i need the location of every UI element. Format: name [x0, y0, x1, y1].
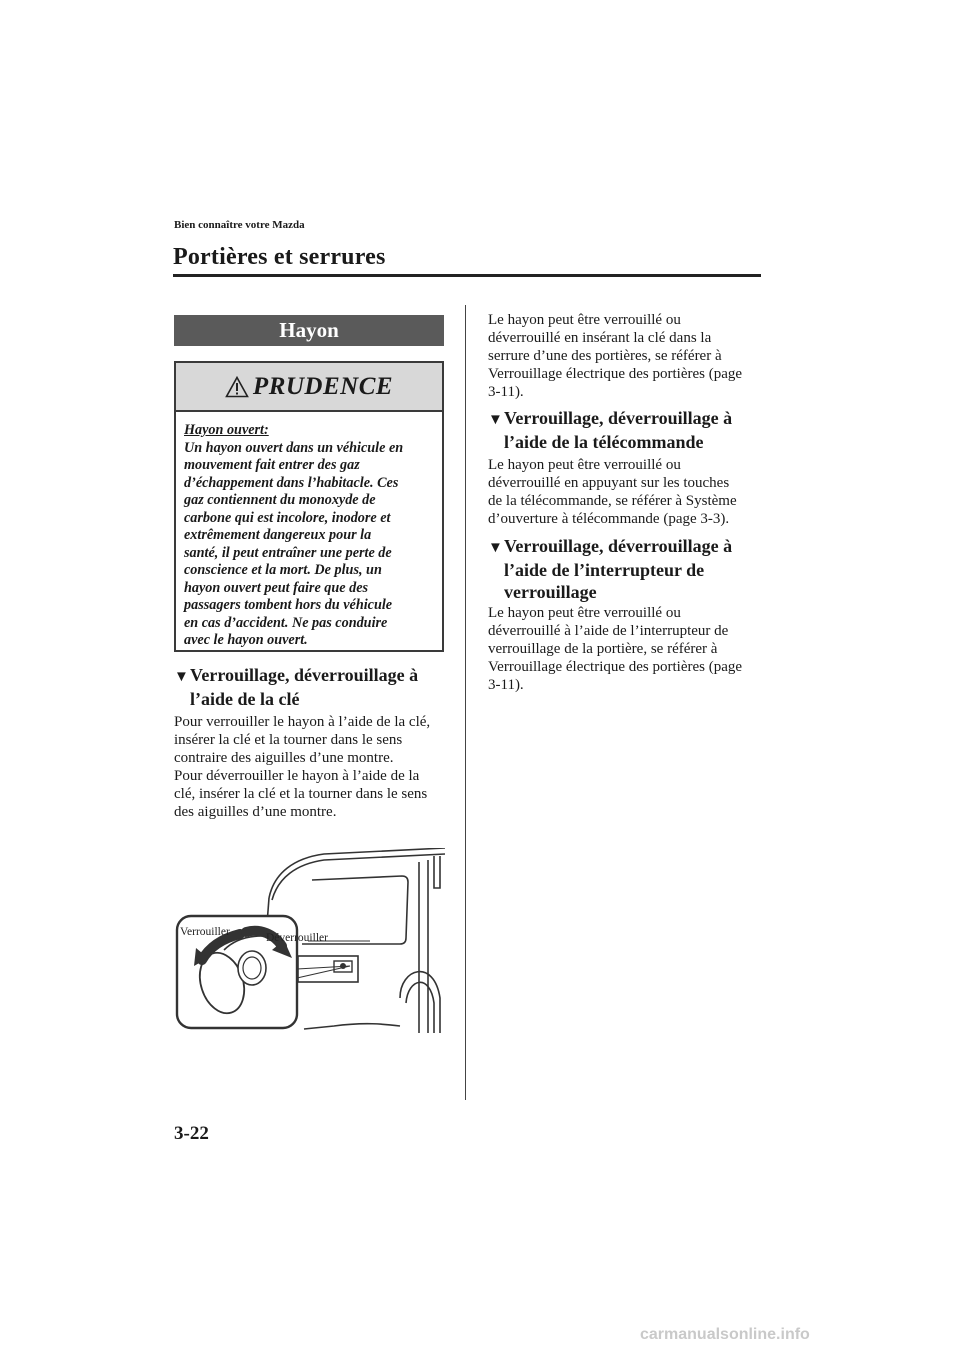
caution-line: passagers tombent hors du véhicule: [184, 597, 393, 613]
text-line: de la télécommande, se référer à Système: [488, 493, 737, 509]
text-line: Pour déverrouiller le hayon à l’aide de la: [174, 768, 420, 784]
text-line: insérer la clé et la tourner dans le sens: [174, 732, 403, 748]
remote-section-heading: [488, 407, 732, 453]
remote-section-text: [488, 456, 737, 528]
caution-line: gaz contiennent du monoxyde de: [184, 492, 376, 508]
hayon-title-bar: Hayon: [174, 315, 444, 346]
tailgate-key-illustration: [174, 848, 445, 1033]
unlock-label: Déverrouiller: [266, 932, 328, 944]
warning-icon: [225, 376, 249, 398]
lock-label: Verrouiller: [180, 926, 230, 938]
key-section-heading: [174, 664, 418, 710]
text-line: verrouillage de la portière, se référer à: [488, 641, 718, 657]
column-separator: [465, 305, 466, 1100]
caution-line: avec le hayon ouvert.: [184, 632, 308, 648]
heading-line: l’aide de la clé: [190, 689, 300, 709]
caution-body: [176, 412, 442, 650]
text-line: serrure d’une des portières, se référer à: [488, 348, 722, 364]
caution-box: [174, 361, 444, 652]
triangle-icon: ▼: [174, 669, 189, 685]
page-number: 3-22: [174, 1123, 209, 1144]
text-line: contraire des aiguilles d’une montre.: [174, 750, 394, 766]
heading-line: Verrouillage, déverrouillage à: [190, 665, 419, 685]
caution-line: Un hayon ouvert dans un véhicule en: [184, 439, 404, 456]
triangle-icon: ▼: [488, 412, 503, 428]
key-section-text: [174, 713, 430, 821]
heading-line: verrouillage: [504, 582, 597, 602]
heading-line: l’aide de la télécommande: [504, 432, 704, 452]
switch-section-heading: [488, 535, 732, 603]
text-line: d’ouverture à télécommande (page 3-3).: [488, 511, 730, 527]
caution-line: carbone qui est incolore, inodore et: [184, 509, 391, 526]
caution-line: santé, il peut entraîner une perte de: [184, 544, 392, 561]
watermark: carmanualsonline.info: [640, 1326, 810, 1343]
caution-line: conscience et la mort. De plus, un: [184, 562, 382, 578]
text-line: Le hayon peut être verrouillé ou: [488, 605, 681, 621]
caution-line: d’échappement dans l’habitacle. Ces: [184, 474, 399, 491]
text-line: 3-11).: [488, 677, 524, 693]
caution-line: en cas d’accident. Ne pas conduire: [184, 614, 388, 631]
text-line: déverrouillé en insérant la clé dans la: [488, 330, 712, 346]
text-line: Le hayon peut être verrouillé ou: [488, 312, 681, 328]
breadcrumb: Bien connaître votre Mazda: [174, 219, 305, 231]
caution-header: [176, 363, 442, 412]
caution-subtitle: Hayon ouvert:: [184, 422, 269, 438]
text-line: Verrouillage électrique des portières (page: [488, 659, 743, 675]
heading-line: Verrouillage, déverrouillage à: [504, 536, 733, 556]
text-line: clé, insérer la clé et la tourner dans le sens: [174, 786, 428, 802]
text-line: déverrouillé à l’aide de l’interrupteur de: [488, 623, 729, 639]
text-line: Le hayon peut être verrouillé ou: [488, 457, 681, 473]
caution-line: hayon ouvert peut faire que des: [184, 579, 369, 596]
caution-title: PRUDENCE: [252, 372, 394, 400]
text-line: Pour verrouiller le hayon à l’aide de la clé,: [174, 714, 431, 730]
heading-line: l’aide de l’interrupteur de: [504, 560, 705, 580]
triangle-icon: ▼: [488, 540, 503, 556]
caution-line: mouvement fait entrer des gaz: [184, 457, 360, 473]
text-line: Verrouillage électrique des portières (page: [488, 366, 743, 382]
section-title: Portières et serrures: [173, 244, 386, 270]
switch-section-text: [488, 604, 742, 694]
header-rule: [173, 274, 761, 277]
intro-text: [488, 311, 742, 401]
text-line: 3-11).: [488, 384, 524, 400]
text-line: déverrouillé en appuyant sur les touches: [488, 475, 730, 491]
text-line: des aiguilles d’une montre.: [174, 804, 337, 820]
heading-line: Verrouillage, déverrouillage à: [504, 408, 733, 428]
caution-line: extrêmement dangereux pour la: [184, 527, 372, 543]
